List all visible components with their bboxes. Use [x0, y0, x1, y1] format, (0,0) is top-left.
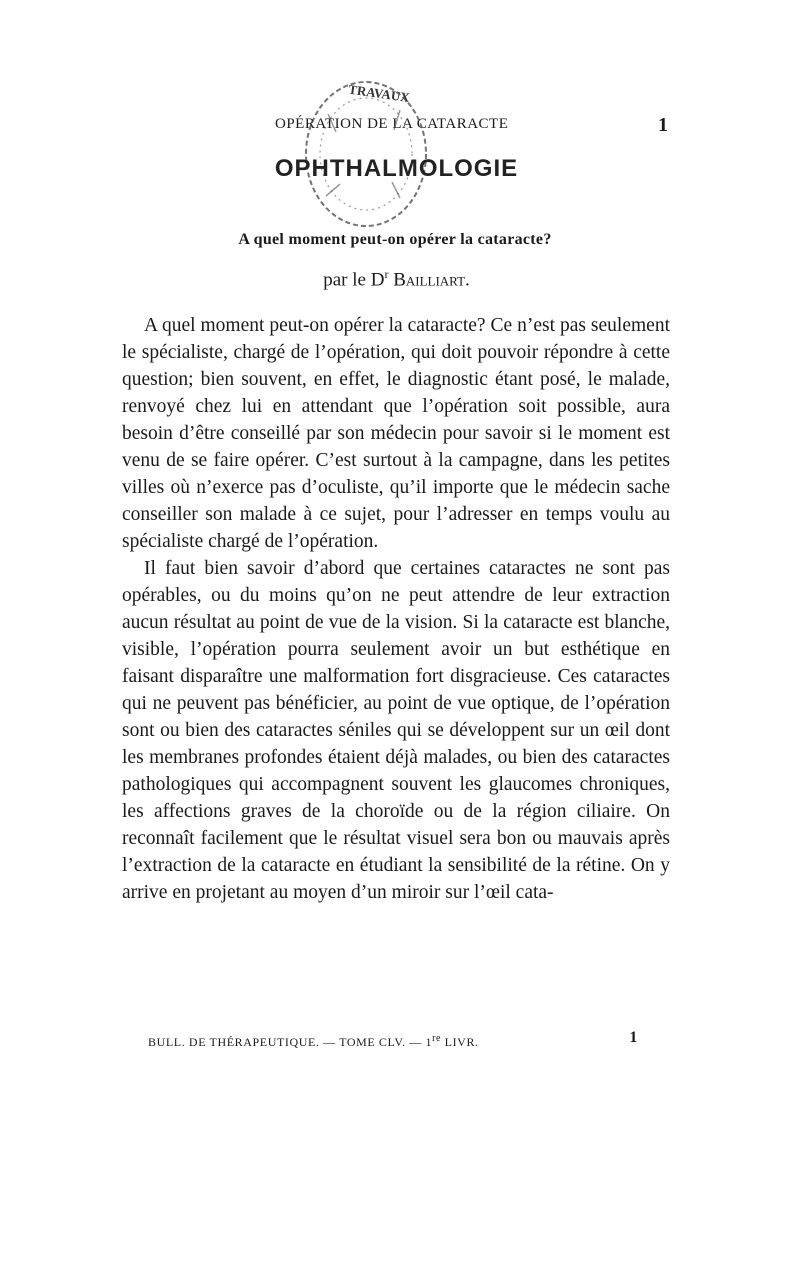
body-paragraph-2: Il faut bien savoir d’abord que certaines cataractes ne sont pas opérables, ou du moins qu’on ne peut attendre de leur extraction aucun résultat au point de vue de la vision. Si la cataracte est blanche, visible, l’opération pourra seulement avoir un but esthétique en faisant disparaître une malformation fort disgracieuse. Ces cataractes qui ne peuvent pas bénéficier, au point de vue optique, de l’opération sont ou bien des cataractes séniles qui se développent sur un œil dont les membranes profondes étaient déjà malades, ou bien des cataractes pathologiques qui accompagnent souvent les glaucomes chroniques, les affections graves de la choroïde ou de la région ciliaire. On reconnaît facilement que le résultat visuel sera bon ou mauvais après l’extraction de la cataracte en étudiant la sensibilité de la rétine. On y arrive en projetant au moyen d’un miroir sur l’œil cata-	[122, 558, 670, 903]
stamp-circle-graphic	[296, 74, 436, 234]
byline-author: Bailliart.	[393, 269, 470, 291]
footer-text: BULL. DE THÉRAPEUTIQUE. — TOME CLV. — 1	[148, 1035, 433, 1049]
footer-suffix: LIVR.	[441, 1035, 479, 1049]
page-footer	[148, 1029, 638, 1050]
running-head-title: OPÉRATION DE LA CATARACTE	[275, 116, 509, 132]
article-body	[122, 312, 670, 906]
byline	[125, 267, 668, 291]
footer-page-number: 1	[629, 1029, 638, 1046]
stamp-top-text: TRAVAUX	[347, 81, 411, 106]
body-paragraph-1: A quel moment peut-on opérer la cataracte? Ce n’est pas seulement le spécialiste, chargé de l’opération, qui doit pouvoir répondre à cette question; bien souvent, en effet, le diagnostic étant posé, le malade, renvoyé chez lui en attendant que l’opération soit possible, aura besoin d’être conseillé par son médecin pour savoir si le moment est venu de se faire opérer. C’est surtout à la campagne, dans les petites villes où n’exerce pas d’oculiste, qu’il importe que le médecin sache conseiller son malade à ce sujet, pour l’adresser en temps voulu au spécialiste chargé de l’opération.	[122, 315, 670, 552]
footer-superscript: re	[432, 1033, 442, 1044]
byline-superscript: r	[384, 267, 389, 281]
article-title: A quel moment peut-on opérer la cataracte?	[238, 231, 552, 248]
library-stamp	[296, 74, 436, 234]
running-head-page-number: 1	[658, 114, 668, 136]
byline-prefix: par le D	[323, 269, 385, 291]
section-title: OPHTHALMOLOGIE	[274, 155, 519, 182]
